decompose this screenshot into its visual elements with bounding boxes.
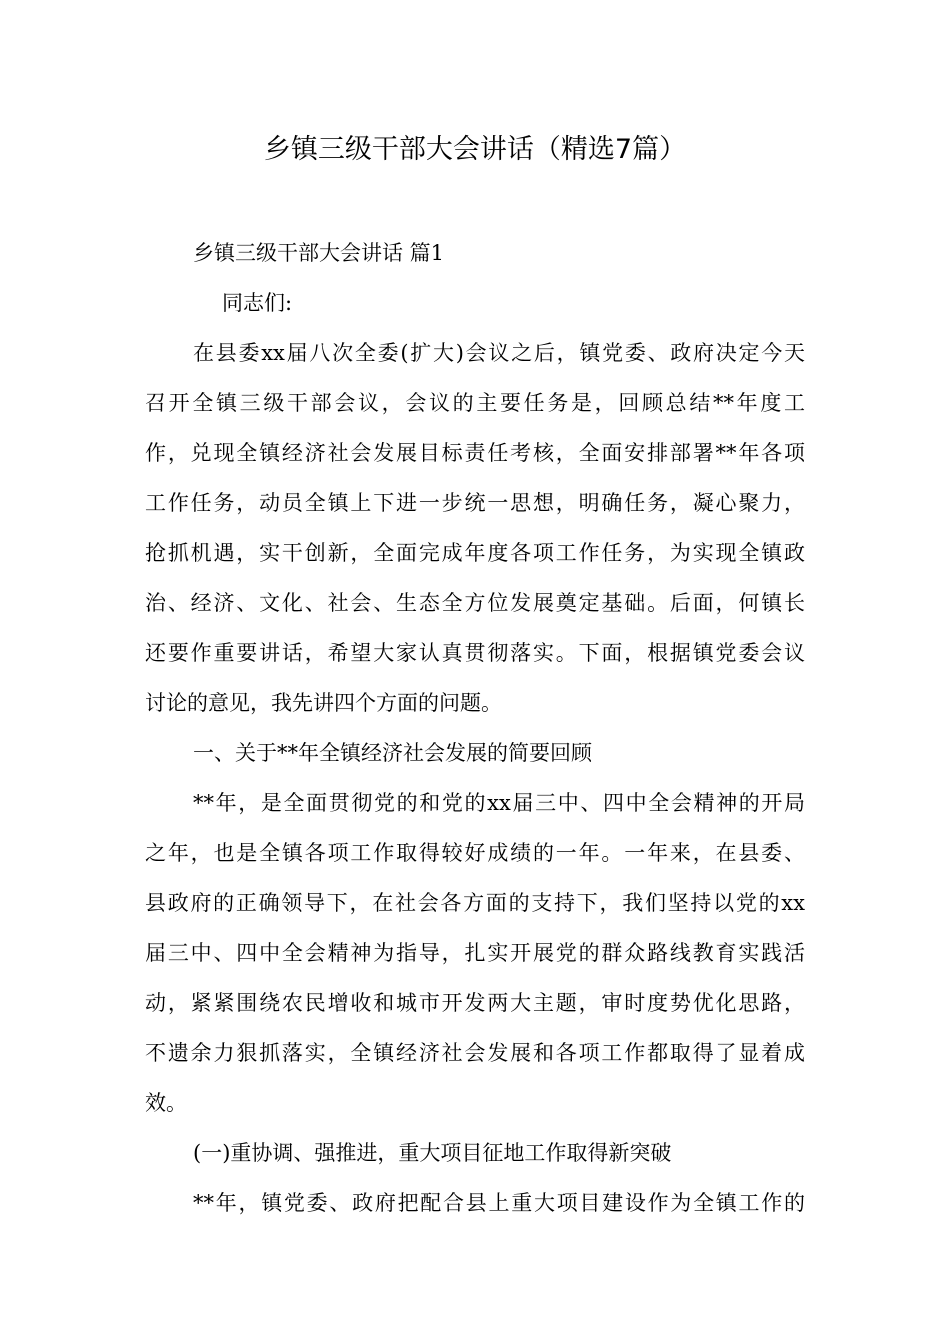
paragraph-line: 还要作重要讲话，希望大家认真贯彻落实。下面，根据镇党委会议 [145, 641, 805, 665]
paragraph-line: 在县委xx届八次全委(扩大)会议之后，镇党委、政府决定今天 [193, 341, 805, 365]
paragraph-line: 不遗余力狠抓落实，全镇经济社会发展和各项工作都取得了显着成 [145, 1041, 805, 1065]
paragraph-line: **年，是全面贯彻党的和党的xx届三中、四中全会精神的开局 [193, 791, 805, 815]
paragraph-line: 之年，也是全镇各项工作取得较好成绩的一年。一年来，在县委、 [145, 841, 805, 865]
paragraph-line: 抢抓机遇，实干创新，全面完成年度各项工作任务，为实现全镇政 [145, 541, 805, 565]
paragraph-line: 工作任务，动员全镇上下进一步统一思想，明确任务，凝心聚力， [145, 491, 805, 515]
section-subheading: (一)重协调、强推进，重大项目征地工作取得新突破 [193, 1141, 672, 1165]
paragraph-line: 作，兑现全镇经济社会发展目标责任考核，全面安排部署**年各项 [145, 441, 805, 465]
paragraph-line: 县政府的正确领导下，在社会各方面的支持下，我们坚持以党的xx [145, 891, 805, 915]
section-heading: 乡镇三级干部大会讲话 篇1 [193, 241, 445, 265]
paragraph-line: **年，镇党委、政府把配合县上重大项目建设作为全镇工作的 [193, 1191, 805, 1215]
paragraph-line: 治、经济、文化、社会、生态全方位发展奠定基础。后面，何镇长 [145, 591, 805, 615]
greeting: 同志们: [222, 291, 293, 315]
section-subheading: 一、关于**年全镇经济社会发展的简要回顾 [193, 741, 592, 765]
paragraph-line: 效。 [145, 1091, 187, 1115]
paragraph-line: 讨论的意见，我先讲四个方面的问题。 [145, 691, 502, 715]
paragraph-line: 召开全镇三级干部会议，会议的主要任务是，回顾总结**年度工 [145, 391, 805, 415]
paragraph-line: 届三中、四中全会精神为指导，扎实开展党的群众路线教育实践活 [145, 941, 805, 965]
document-title: 乡镇三级干部大会讲话（精选7篇） [263, 134, 687, 165]
paragraph-line: 动，紧紧围绕农民增收和城市开发两大主题，审时度势优化思路， [145, 991, 805, 1015]
